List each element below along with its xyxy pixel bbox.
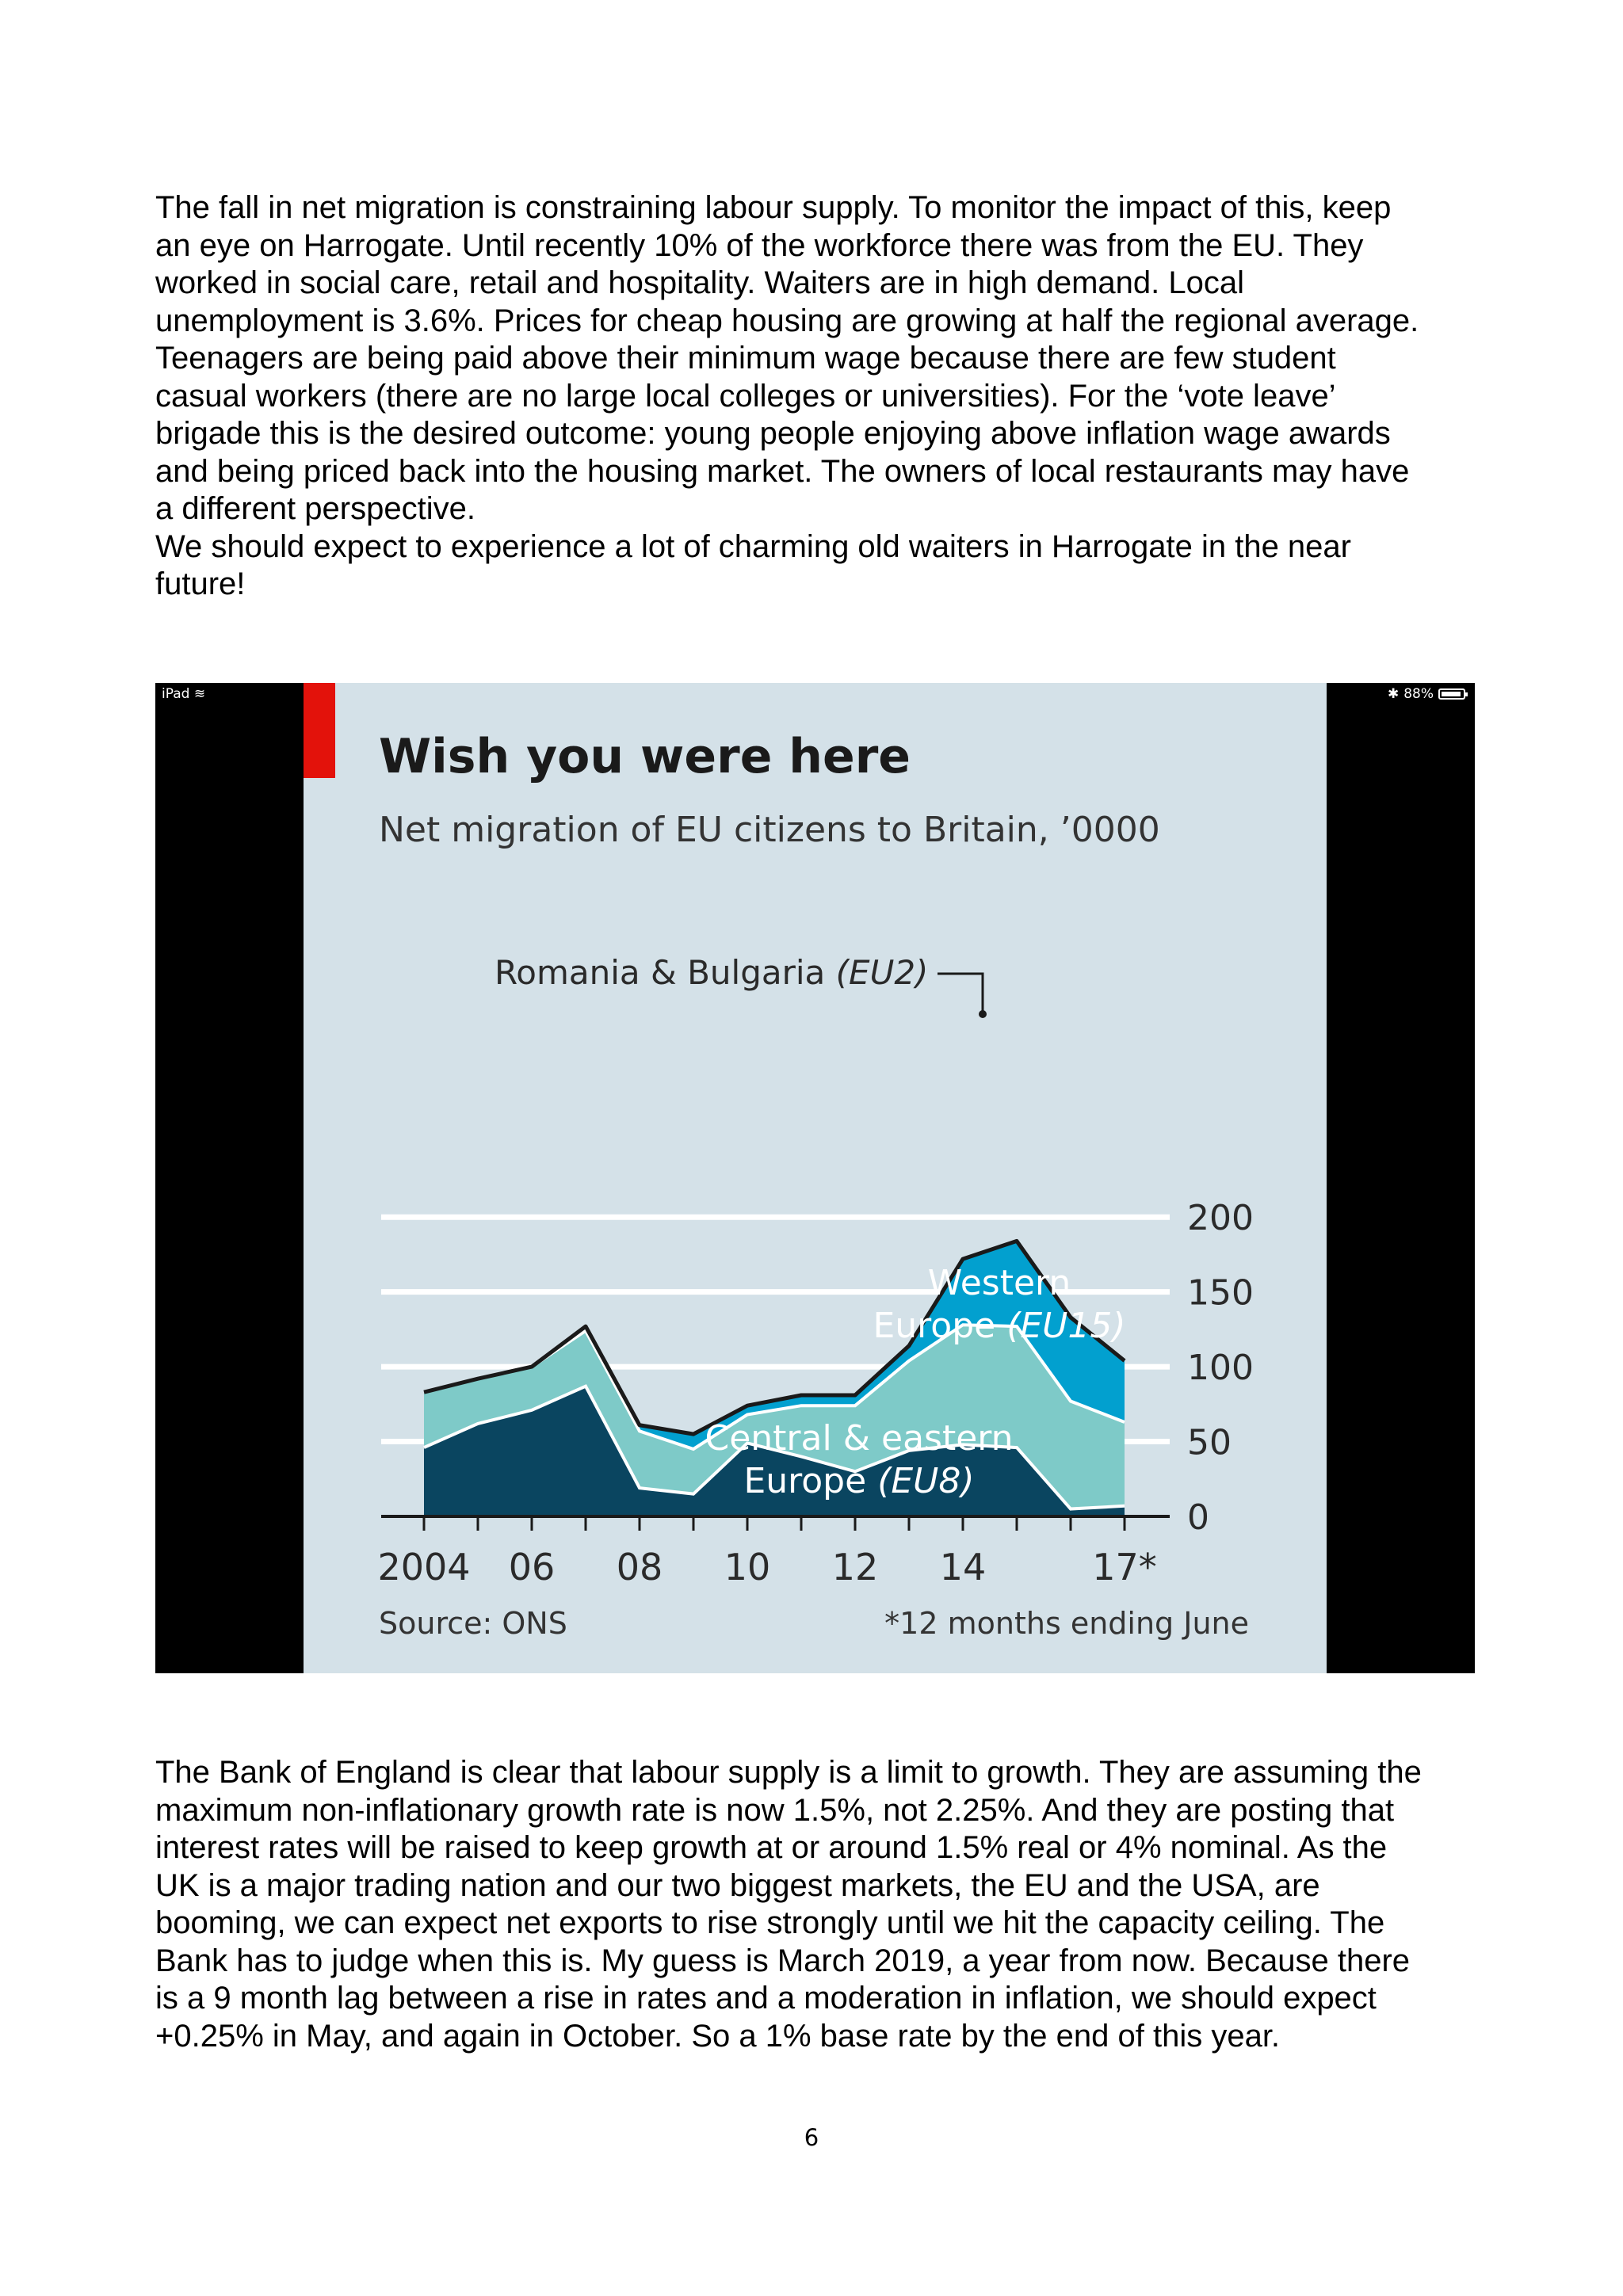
migration-chart: [155, 683, 1475, 1673]
eu15-label-line1: Western: [927, 1263, 1071, 1303]
chart-subtitle: Net migration of EU citizens to Britain, ’0000: [379, 810, 1160, 850]
y-tick-label-150: 150: [1187, 1272, 1254, 1314]
ipad-screenshot: [155, 683, 1475, 1673]
red-accent-bar: [304, 683, 335, 778]
x-tick-label-2012: 12: [831, 1546, 879, 1589]
eu15-label-line2: Europe (EU15): [873, 1306, 1126, 1346]
chart-title: Wish you were here: [379, 729, 911, 784]
paragraph-bank-of-england: The Bank of England is clear that labour supply is a limit to growth. They are assuming the maximum non-inflationary growth rate is now 1.5%, not 2.25%. And they are posting that interest rates will be raised to keep growth at or around 1.5% real or 4% nominal. As the UK is a major trading nation and our two biggest markets, the EU and the USA, are booming, we can expect net exports to rise strongly until we hit the capacity ceiling. The Bank has to judge when this is. My guess is March 2019, a year from now. Because there is a 9 month lag between a rise in rates and a moderation in inflation, we should expect +0.25% in May, and again in October. So a 1% base rate by the end of this year.: [155, 1755, 1422, 2054]
x-tick-label-2017: 17*: [1092, 1546, 1157, 1589]
y-tick-label-200: 200: [1187, 1198, 1254, 1239]
y-tick-label-0: 0: [1187, 1497, 1209, 1538]
x-tick-label-2004: 2004: [377, 1546, 471, 1589]
eu8-label-line1: Central & eastern: [705, 1418, 1014, 1459]
x-tick-label-2006: 06: [508, 1546, 556, 1589]
page-number: 6: [804, 2124, 819, 2151]
chart-source: Source: ONS: [379, 1606, 567, 1641]
chart-footnote: *12 months ending June: [884, 1606, 1249, 1641]
x-tick-label-2014: 14: [939, 1546, 987, 1589]
y-tick-label-50: 50: [1187, 1422, 1232, 1463]
status-device: iPad ≋: [162, 686, 206, 702]
x-tick-label-2008: 08: [616, 1546, 663, 1589]
battery-percent: 88%: [1403, 686, 1434, 702]
eu2-label: Romania & Bulgaria (EU2): [495, 953, 929, 992]
y-tick-label-100: 100: [1187, 1348, 1254, 1389]
wifi-icon: ≋: [193, 686, 206, 702]
eu8-label-line2: Europe (EU8): [743, 1461, 975, 1501]
x-tick-label-2010: 10: [724, 1546, 771, 1589]
bluetooth-icon: ✱: [1387, 686, 1400, 702]
eu2-leader-dot: [979, 1010, 987, 1018]
paragraph-harrogate: The fall in net migration is constraining labour supply. To monitor the impact of this, keep an eye on Harrogate. Until recently 10% of the workforce there was from the EU. They worked in social care, retail and hospitality. Waiters are in high demand. Local unemployment is 3.6%. Prices for cheap housing are growing at half the regional average. Teenagers are being paid above their minimum wage because there are few student casual workers (there are no large local colleges or universities). For the ‘vote leave’ brigade this is the desired outcome: young people enjoying above inflation wage awards and being priced back into the housing market. The owners of local restaurants may have a different perspective. We should expect to experience a lot of charming old waiters in Harrogate in the near future!: [155, 190, 1419, 601]
